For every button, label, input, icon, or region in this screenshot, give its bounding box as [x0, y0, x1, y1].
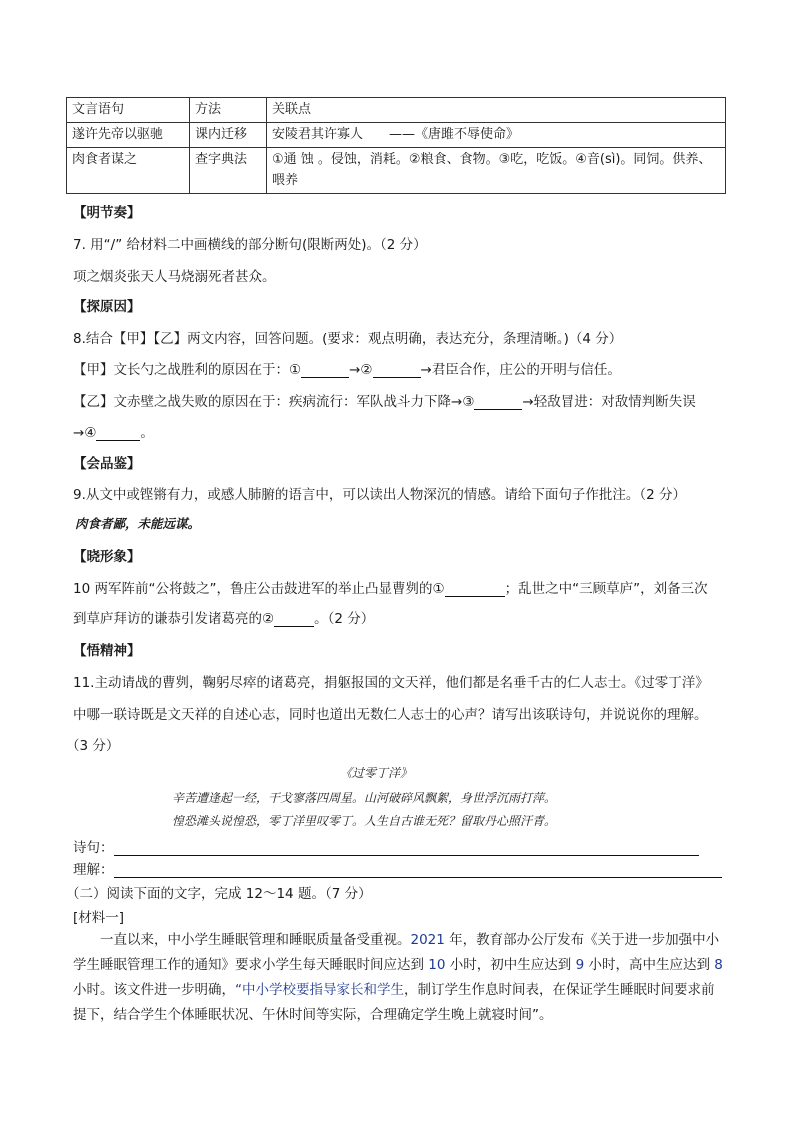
table-row [67, 148, 726, 194]
table-cell: 遂许先帝以驱驰 [67, 123, 190, 148]
circled-number: ② [262, 611, 275, 627]
hours-number: 9 [575, 957, 585, 973]
hours-number: 8 [714, 957, 723, 973]
table-header-cell: 文言语句 [67, 98, 190, 123]
q11-score: （3 分） [66, 738, 120, 754]
poem-label: 诗句： [73, 840, 114, 856]
q8-arrow: → [73, 425, 85, 441]
table-row [67, 123, 726, 148]
table-header-row [67, 98, 726, 123]
part2-heading: （二）阅读下面的文字，完成 12～14 题。（7 分） [66, 886, 372, 902]
circled-number: ① [432, 581, 445, 597]
poem-title: 《过零丁洋》 [340, 766, 413, 780]
q10-text-a: 10 两军阵前“公将鼓之”，鲁庄公击鼓进军的举止凸显曹刿的 [73, 581, 433, 597]
q11-line1: 11.主动请战的曹刿，鞠躬尽瘁的诸葛亮，捐躯报国的文天祥，他们都是名垂千古的仁人志士。《过零丁洋》 [73, 675, 709, 691]
q11-line2: 中哪一联诗既是文天祥的自述心志，同时也道出无数仁人志士的心声？请写出该联诗句，并说说你的理解。 [73, 707, 708, 723]
material-paragraph [73, 928, 723, 1028]
table-cell: 肉食者谋之 [67, 148, 190, 194]
q8-jia-end: →君臣合作，庄公的开明与信任。 [420, 362, 621, 378]
material-label: [材料一] [73, 910, 125, 926]
q8-line-jia: 【甲】文长勺之战胜利的原因在于：① →② →君臣合作，庄公的开明与信任。 [73, 362, 621, 378]
poem-answer-line[interactable] [114, 839, 699, 856]
poem-line-2: 惶恐滩头说惶恐，零丁洋里叹零丁。人生自古谁无死？留取丹心照汗青。 [172, 814, 557, 828]
q8-prompt: 8.结合【甲】【乙】两文内容，回答问题。(要求：观点明确，表达充分，条理清晰。)（4 分） [73, 331, 623, 347]
table-header-cell: 关联点 [267, 98, 726, 123]
para-text: ，制订学生作息时间表，在保证学生睡眠时间要求前提下，结合学生个体睡眠状况、午休时间等实际，合理确定学生晚上就寝时间”。 [73, 982, 715, 1023]
circled-number: ② [360, 362, 373, 378]
answer-blank-4[interactable] [96, 424, 140, 441]
table-cell: ①通 蚀 。侵蚀，消耗。②粮食、食物。③吃，吃饭。④音(sì)。同饲。供养、喂养 [267, 148, 726, 194]
section-heading-reason: 【探原因】 [73, 299, 141, 315]
q8-yi-text: 【乙】文赤壁之战失败的原因在于：疾病流行：军队战斗力下降→ [73, 394, 463, 410]
poem-answer-row [73, 836, 699, 856]
vocab-table [66, 97, 726, 194]
para-text: 小时。该文件进一步明确， [73, 982, 235, 998]
q8-line-yi-cont [73, 421, 154, 441]
section-heading-rhythm: 【明节奏】 [73, 205, 141, 221]
table-cell: 查字典法 [190, 148, 267, 194]
poem-line-1: 辛苦遭逢起一经，干戈寥落四周星。山河破碎风飘絮，身世浮沉雨打萍。 [172, 791, 557, 805]
answer-blank-5[interactable] [445, 580, 505, 597]
hours-number: 10 [428, 957, 446, 973]
table-header-cell: 方法 [190, 98, 267, 123]
quoted-text: “中小学校要指导家长和学生 [235, 982, 404, 998]
q7-prompt: 7. 用“/” 给材料二中画横线的部分断句(限断两处)。（2 分） [73, 237, 427, 253]
q10-line1 [73, 577, 708, 597]
circled-number: ④ [84, 425, 97, 441]
q8-line-yi [73, 390, 696, 410]
table-cell: 安陵君其许寡人 ——《唐雎不辱使命》 [267, 123, 726, 148]
answer-blank-3[interactable] [474, 393, 522, 410]
para-text: 小时，高中生应达到 [584, 957, 715, 973]
para-text: 年，教育部办公厅发布《关于进一步加强中小学生睡眠管理工作的通知》要求小学生每天睡眠时间应达到 [73, 932, 720, 973]
table-cell: 课内迁移 [190, 123, 267, 148]
para-text: 一直以来，中小学生睡眠管理和睡眠质量备受重视。 [100, 932, 411, 948]
understand-answer-row [73, 858, 722, 878]
q8-yi-end: →轻敌冒进：对敌情判断失误 [522, 394, 696, 410]
q8-end-period: 。 [140, 425, 154, 441]
section-heading-image: 【晓形象】 [73, 549, 141, 565]
answer-blank-6[interactable] [274, 610, 314, 627]
q7-text: 项之烟炎张天人马烧溺死者甚众。 [73, 269, 276, 285]
q9-prompt: 9.从文中或铿锵有力，或感人肺腑的语言中，可以读出人物深沉的情感。请给下面句子作批注。（2 分） [73, 487, 687, 503]
q8-jia-text: 【甲】文长勺之战胜利的原因在于： [73, 362, 289, 378]
answer-blank-2[interactable] [373, 361, 421, 378]
understand-label: 理解： [73, 862, 114, 878]
understand-answer-line[interactable] [114, 861, 722, 878]
q10-line2 [73, 607, 374, 627]
para-text: 小时，初中生应达到 [445, 957, 576, 973]
circled-number: ① [289, 362, 302, 378]
q10-text-c: 到草庐拜访的谦恭引发诸葛亮的 [73, 611, 262, 627]
q10-text-d: 。（2 分） [314, 611, 375, 627]
year-number: 2021 [410, 932, 445, 948]
q10-text-b: ；乱世之中“三顾草庐”，刘备三次 [504, 581, 708, 597]
q9-quote: 肉食者鄙，未能远谋。 [75, 516, 201, 531]
section-heading-spirit: 【悟精神】 [73, 643, 141, 659]
section-heading-appreciate: 【会品鉴】 [73, 456, 141, 472]
circled-number: ③ [462, 394, 475, 410]
answer-blank-1[interactable] [301, 361, 349, 378]
